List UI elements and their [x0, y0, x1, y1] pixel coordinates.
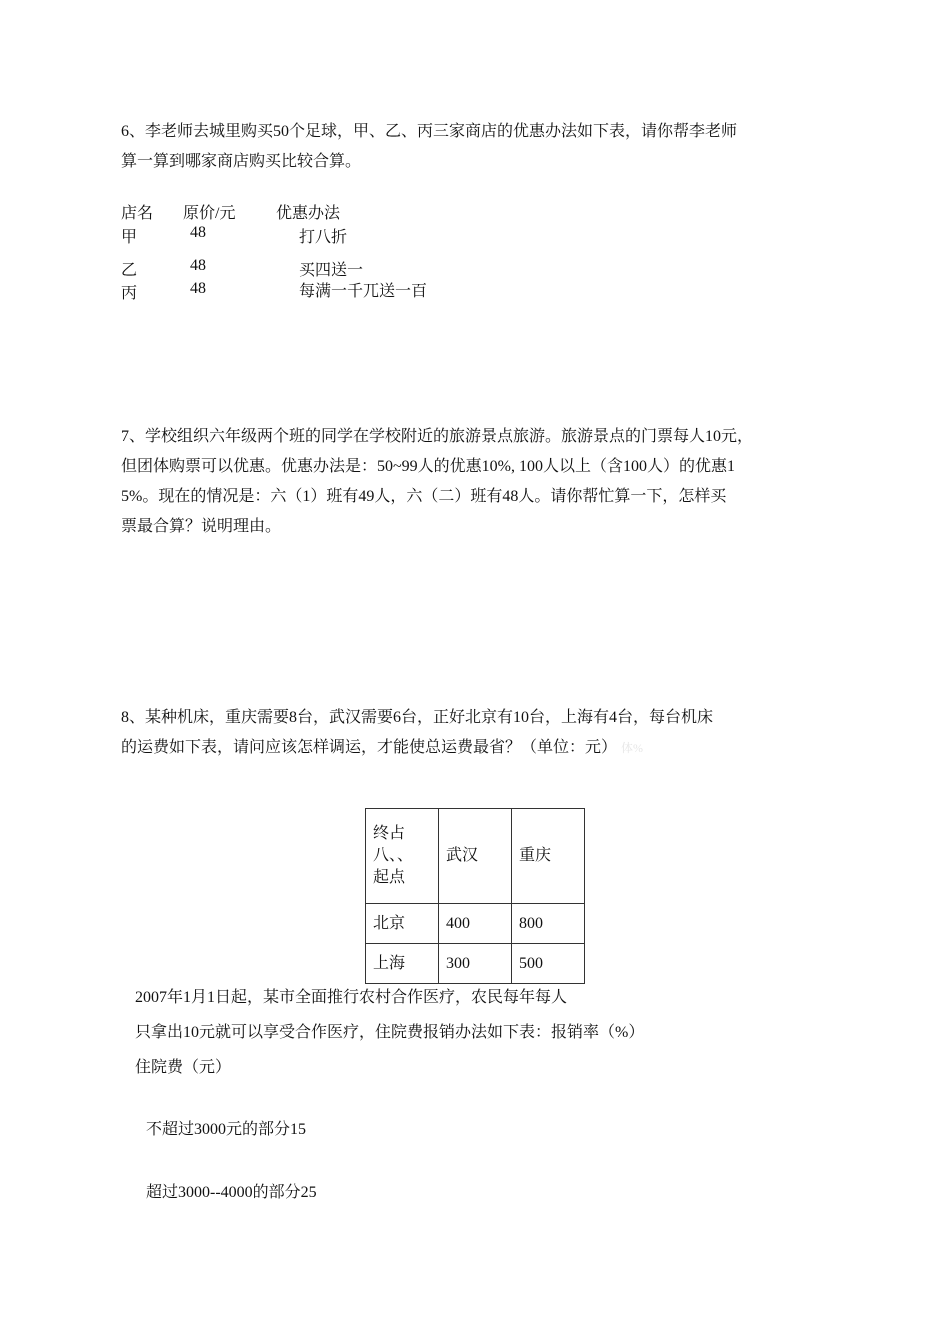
table-cell: 500: [512, 944, 585, 984]
question-8-line-text: 的运费如下表，请问应该怎样调运，才能使总运费最省？（单位：元）: [121, 739, 618, 756]
table-row: [366, 904, 585, 944]
header-shop-name: 店名: [121, 205, 154, 222]
question-9-line: 2007年1月1日起，某市全面推行农村合作医疗，农民每年每人: [135, 989, 568, 1006]
question-6-line: 6、李老师去城里购买50个足球，甲、乙、丙三家商店的优惠办法如下表，请你帮李老师: [121, 123, 738, 140]
shop-price: 48: [190, 224, 206, 241]
column-header: 重庆: [512, 809, 585, 904]
corner-label: 终占: [373, 825, 406, 842]
corner-label: 八、、: [373, 847, 414, 864]
question-6-line: 算一算到哪家商店购买比较合算。: [121, 153, 362, 170]
question-7-text: [121, 422, 841, 542]
freight-cost-table: [365, 808, 585, 984]
shop-name: 甲: [121, 229, 138, 246]
question-8-line: [121, 733, 841, 763]
question-9-line: 只拿出10元就可以享受合作医疗，住院费报销办法如下表：报销率（%）: [135, 1024, 645, 1041]
faint-mark: 体%: [621, 741, 644, 755]
corner-cell: [366, 809, 439, 904]
shop-price: 48: [190, 280, 206, 297]
question-7-line: 但团体购票可以优惠。优惠办法是：50~99人的优惠10%, 100人以上（含100人）的优惠1: [121, 458, 735, 475]
shop-offer: 打八折: [299, 229, 348, 246]
table-row: [366, 944, 585, 984]
question-9-line: 住院费（元）: [135, 1059, 232, 1076]
corner-label: 起点: [373, 869, 406, 886]
row-label: 北京: [366, 904, 439, 944]
table-cell: 400: [439, 904, 512, 944]
question-6-text: [121, 117, 841, 177]
row-label: 上海: [366, 944, 439, 984]
table-cell: 800: [512, 904, 585, 944]
shop-price: 48: [190, 257, 206, 274]
question-7-line: 7、学校组织六年级两个班的同学在学校附近的旅游景点旅游。旅游景点的门票每人10元，: [121, 428, 754, 445]
shop-name: 丙: [121, 285, 138, 302]
column-header: 武汉: [439, 809, 512, 904]
shop-offer: 买四送一: [299, 262, 364, 279]
question-7-line: 5%。现在的情况是：六（1）班有49人，六（二）班有48人。请你帮忙算一下，怎样买: [121, 488, 727, 505]
shop-offer: 每满一千兀送一百: [299, 283, 428, 300]
table-cell: 300: [439, 944, 512, 984]
reimbursement-row: 超过3000--4000的部分25: [146, 1184, 317, 1201]
question-8-text: [121, 703, 841, 763]
header-original-price: 原价/元: [183, 205, 236, 222]
table-row: [366, 809, 585, 904]
question-8-line: 8、某种机床，重庆需要8台，武汉需要6台，正好北京有10台，上海有4台，每台机床: [121, 709, 714, 726]
reimbursement-row: 不超过3000元的部分15: [146, 1121, 307, 1138]
header-discount-method: 优惠办法: [276, 205, 341, 222]
question-7-line: 票最合算？说明理由。: [121, 518, 282, 535]
shop-name: 乙: [121, 262, 138, 279]
